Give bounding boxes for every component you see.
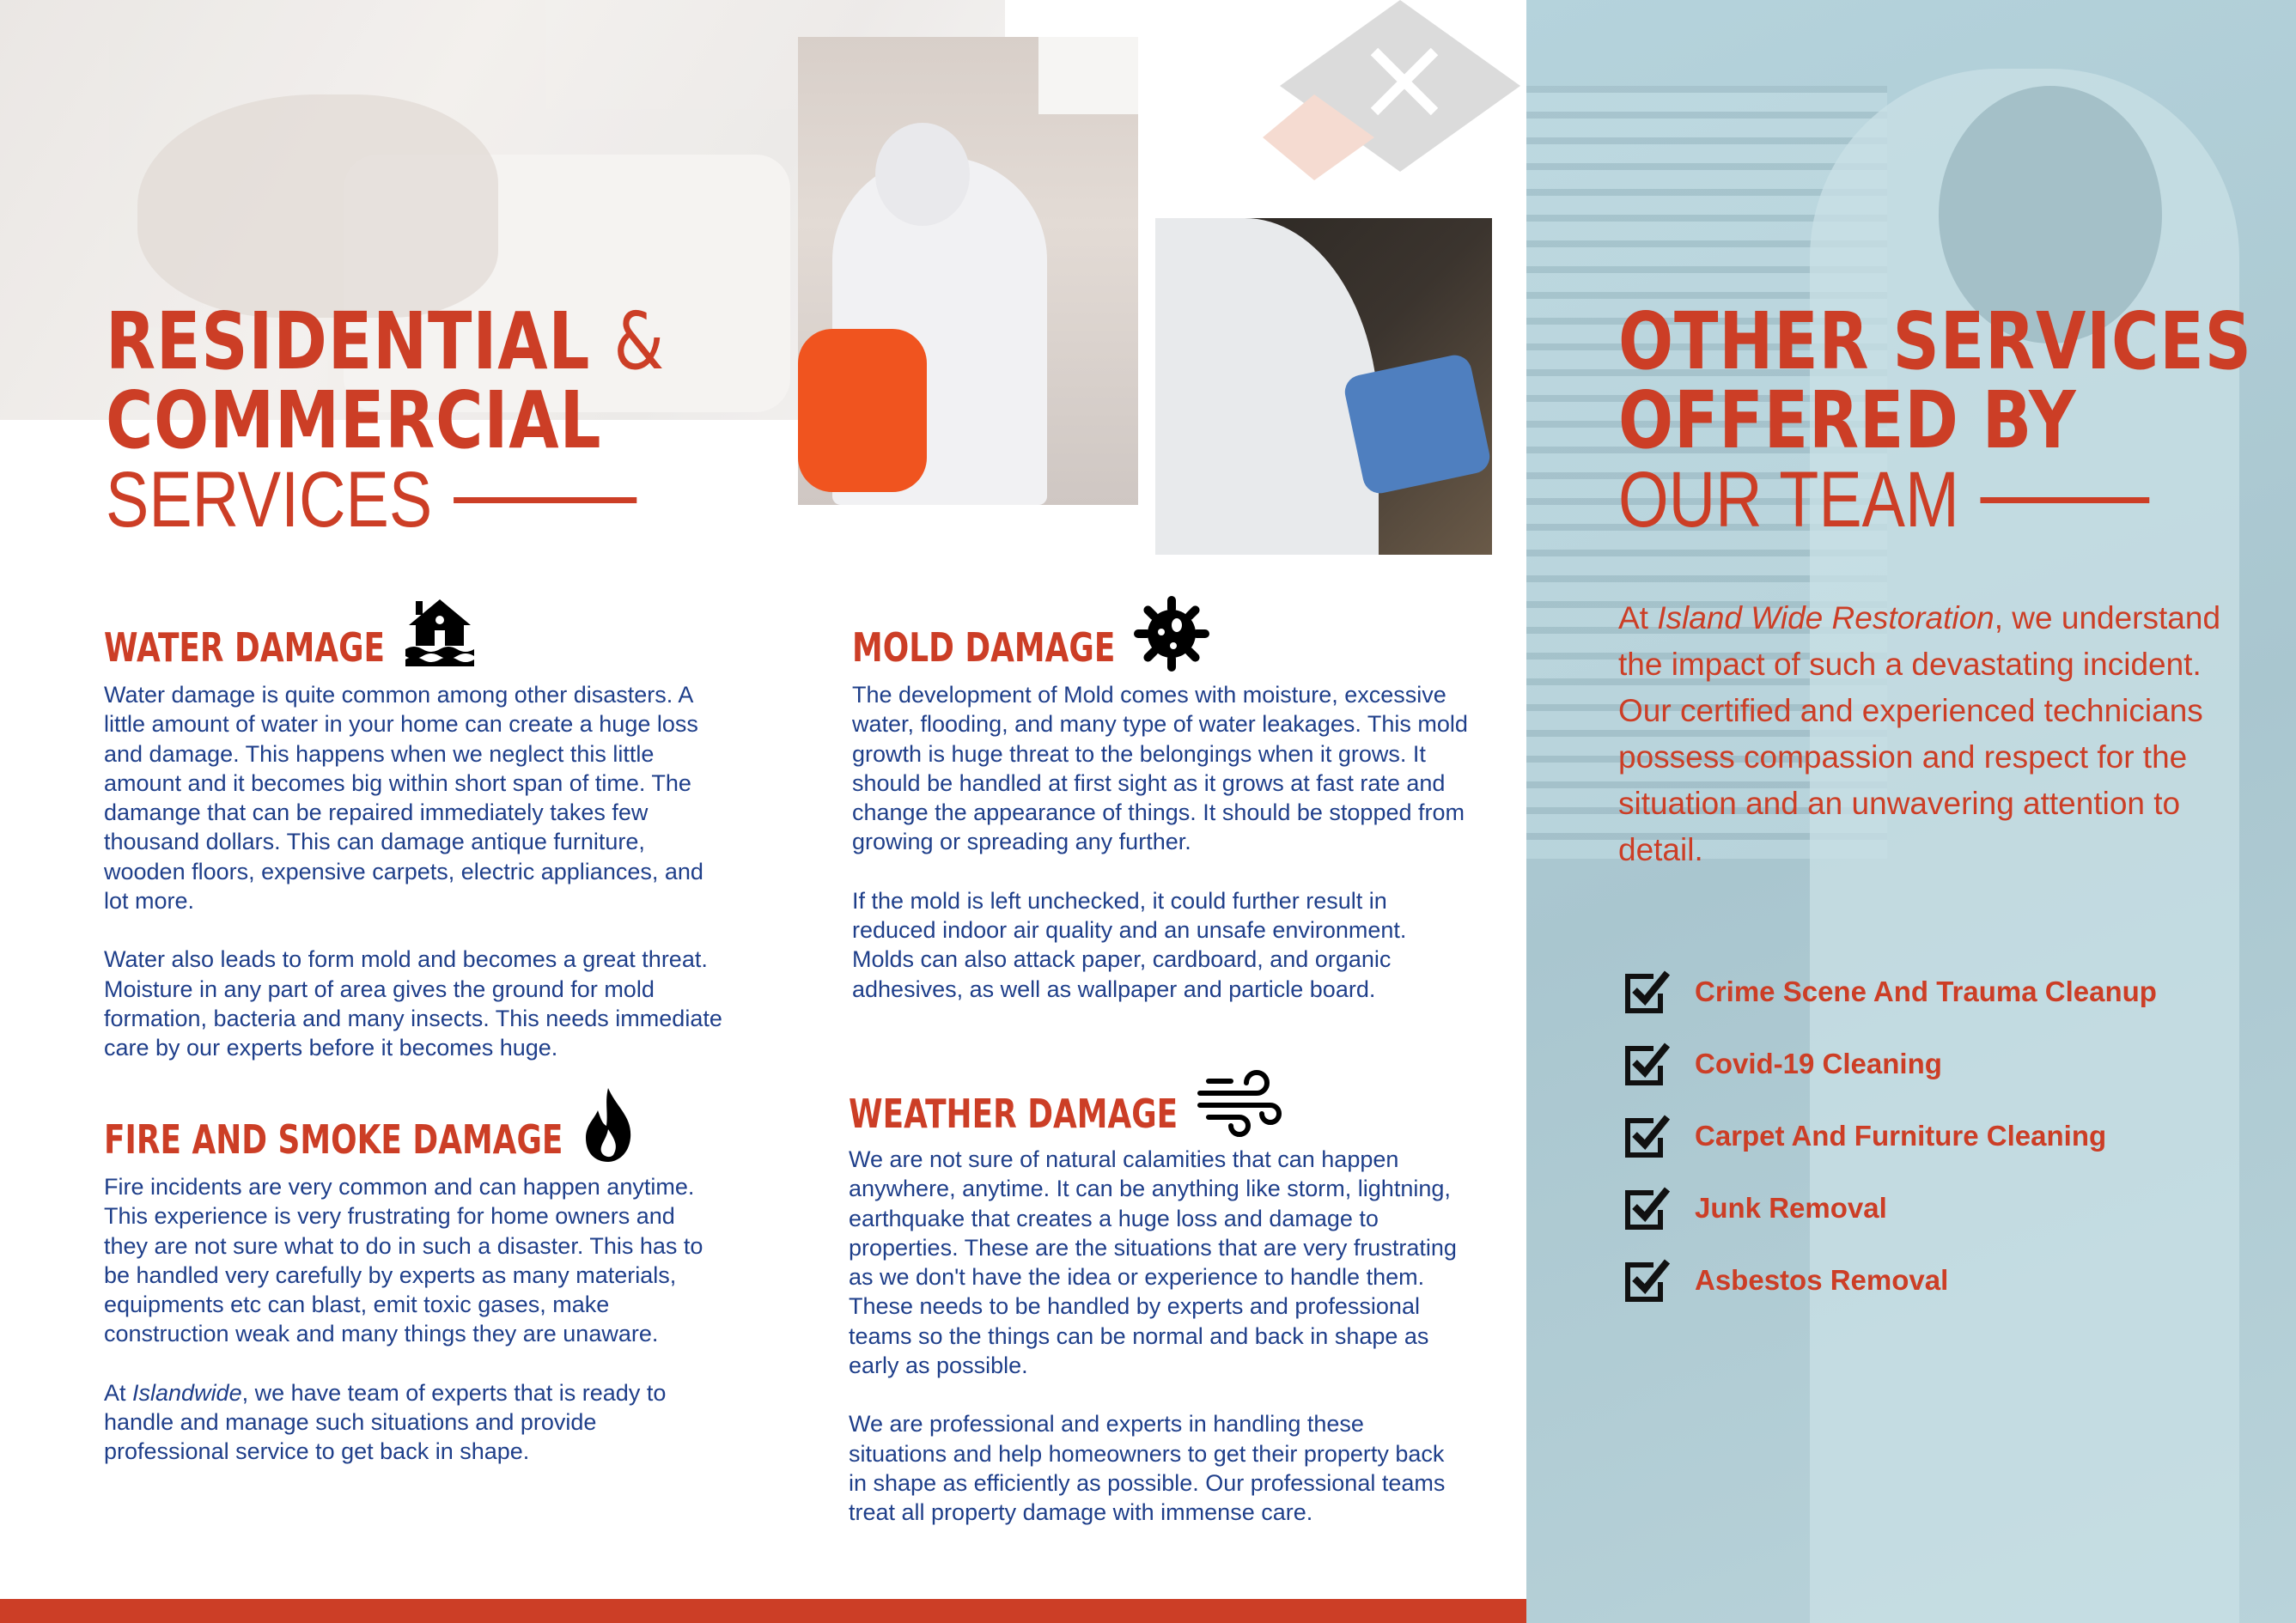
paragraph: Fire incidents are very common and can happen anytime. This experience is very frustrating for home owners and they are not sure what to do in such a disaster. This has to be handled very carefully by experts as many materials, equipments etc can blast, emit toxic gases, make construction weak and many things they are unaware. bbox=[104, 1174, 703, 1347]
title-line-3: SERVICES bbox=[106, 456, 433, 544]
text: At bbox=[104, 1379, 133, 1406]
title-line-1: RESIDENTIAL bbox=[106, 295, 591, 387]
text: , we have team of experts that is ready to handle and manage such situations and provide professional service to get back in shape. bbox=[104, 1379, 667, 1465]
technician-spraying-photo bbox=[798, 37, 1138, 505]
checkbox-checked-icon bbox=[1623, 1256, 1671, 1304]
title-line-3: OUR TEAM bbox=[1618, 456, 1959, 544]
title-line-1: OTHER SERVICES bbox=[1618, 295, 2252, 387]
title-rule bbox=[454, 497, 636, 503]
title-rule bbox=[1980, 497, 2149, 503]
mold-damage-text bbox=[852, 680, 1471, 1033]
paragraph: We are not sure of natural calamities that can happen anywhere, anytime. It can be anything like storm, lightning, earthquake that creates a huge loss and damage to properties. These are the situations that are very frustrating as we don't have the idea or experience to handle them. These needs to be handled by experts and professional teams so the things can be normal and back in shape as early as possible. bbox=[849, 1146, 1457, 1379]
service-item bbox=[1623, 1028, 2157, 1100]
title-line-2: COMMERCIAL bbox=[106, 374, 602, 466]
gloved-hand-cleaning-photo bbox=[1155, 218, 1492, 555]
service-item bbox=[1623, 1172, 2157, 1244]
checkbox-checked-icon bbox=[1623, 1040, 1671, 1088]
company-name: Islandwide bbox=[132, 1379, 242, 1406]
company-name: Island Wide Restoration bbox=[1657, 600, 1995, 635]
other-services-panel bbox=[1526, 0, 2296, 1623]
right-title bbox=[1618, 295, 2296, 544]
service-item bbox=[1623, 1100, 2157, 1172]
hammer-logo-watermark-icon bbox=[1263, 0, 1520, 223]
service-label: Covid-19 Cleaning bbox=[1695, 1048, 1942, 1079]
water-damage-text bbox=[104, 680, 722, 1092]
paragraph: If the mold is left unchecked, it could further result in reduced indoor air quality and an unsafe environment. Molds can also attack paper, cardboard, and organic adhesives, as well as wallpaper and particle board. bbox=[852, 887, 1407, 1002]
bottom-accent-bar bbox=[0, 1599, 1526, 1623]
title-ampersand: & bbox=[613, 295, 666, 387]
service-label: Junk Removal bbox=[1695, 1192, 1887, 1224]
mold-damage-heading: MOLD DAMAGE bbox=[852, 624, 1116, 671]
services-checklist bbox=[1623, 956, 2157, 1316]
text: , we understand the impact of such a devastating incident. Our certified and experienced technicians possess compassion and respect for the situation and an unwavering attention to detail. bbox=[1618, 600, 2221, 867]
left-title bbox=[106, 295, 788, 544]
paragraph: We are professional and experts in handling these situations and help homeowners to get their property back in shape as efficiently as possible. Our professional teams treat all property damage with immense care. bbox=[849, 1411, 1446, 1526]
service-item bbox=[1623, 956, 2157, 1028]
service-label: Asbestos Removal bbox=[1695, 1264, 1949, 1296]
service-label: Crime Scene And Trauma Cleanup bbox=[1695, 976, 2157, 1007]
flooded-house-icon bbox=[404, 598, 476, 668]
water-damage-heading: WATER DAMAGE bbox=[104, 624, 386, 671]
weather-damage-heading: WEATHER DAMAGE bbox=[849, 1091, 1178, 1137]
text: At bbox=[1618, 600, 1658, 635]
weather-damage-text bbox=[849, 1145, 1467, 1557]
checkbox-checked-icon bbox=[1623, 1184, 1671, 1232]
intro-paragraph bbox=[1618, 595, 2254, 873]
virus-icon bbox=[1130, 595, 1213, 672]
paragraph: Water damage is quite common among other disasters. A little amount of water in your home can create a huge loss and damage. This happens when we neglect this little amount and it becomes big within short span of time. The damange that can be repaired immediately takes few thousand dollars. This can damage antique furniture, wooden floors, expensive carpets, electric appliances, and lot more. bbox=[104, 682, 703, 915]
flame-icon bbox=[582, 1086, 634, 1164]
checkbox-checked-icon bbox=[1623, 968, 1671, 1016]
paragraph: The development of Mold comes with moisture, excessive water, flooding, and many type of water leakages. This mold growth is huge threat to the belongings when it grows. It should be handled at first sight as it grows at fast rate and change the appearance of things. It should be stopped from growing or spreading any further. bbox=[852, 682, 1468, 855]
paragraph bbox=[104, 1378, 722, 1467]
service-label: Carpet And Furniture Cleaning bbox=[1695, 1120, 2107, 1152]
service-item bbox=[1623, 1244, 2157, 1316]
paragraph: Water also leads to form mold and becomes a great threat. Moisture in any part of area gives the ground for mold formation, bacteria and many insects. This needs immediate care by our experts before it becomes huge. bbox=[104, 946, 722, 1061]
fire-damage-heading: FIRE AND SMOKE DAMAGE bbox=[104, 1116, 563, 1163]
wind-icon bbox=[1197, 1069, 1282, 1138]
checkbox-checked-icon bbox=[1623, 1112, 1671, 1160]
fire-damage-text bbox=[104, 1172, 722, 1496]
title-line-2: OFFERED BY bbox=[1618, 374, 2077, 466]
